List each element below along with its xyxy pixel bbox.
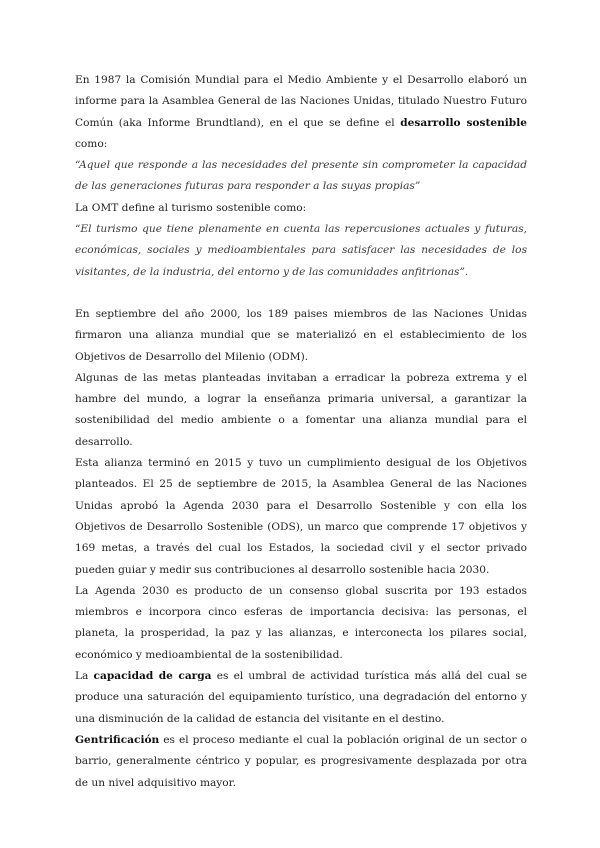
paragraph-omt: La OMT define al turismo sostenible como:: [75, 201, 307, 214]
term-capacidad-de-carga: capacidad de carga: [93, 670, 212, 683]
quote-brundtland: “Aquel que responde a las necesidades del presente sin comprometer la capacidad de las generaciones futuras para responder a las suyas propias”: [75, 159, 527, 193]
document-body: [75, 70, 527, 794]
term-gentrificacion: Gentrificación: [75, 733, 160, 746]
paragraph-consenso: La Agenda 2030 es producto de un consenso global suscrita por 193 estados miembros e incorpora cinco esferas de importancia decisiva: las personas, el planeta, la prosperidad, la paz y las alianzas, e interconecta los pilares social, económico y medioambiental de la sostenibilidad.: [75, 584, 527, 661]
paragraph-text: es el proceso mediante el cual la población original de un sector o barrio, generalmente céntrico y popular, es progresivamente desplazada por otra de un nivel adquisitivo mayor.: [75, 733, 527, 789]
paragraph-odm: En septiembre del año 2000, los 189 paises miembros de las Naciones Unidas firmaron una alianza mundial que se materializó en el establecimiento de los Objetivos de Desarrollo del Milenio (ODM).: [75, 307, 527, 363]
paragraph-metas: Algunas de las metas planteadas invitaban a erradicar la pobreza extrema y el hambre del mundo, a lograr la enseñanza primaria universal, a garantizar la sostenibilidad del medio ambiente o a fomentar una alianza mundial para el desarrollo.: [75, 371, 527, 448]
paragraph-agenda-2030: Esta alianza terminó en 2015 y tuvo un cumplimiento desigual de los Objetivos planteados. El 25 de septiembre de 2015, la Asamblea General de las Naciones Unidas aprobó la Agenda 2030 para el Desarrollo Sostenible y con ella los Objetivos de Desarrollo Sostenible (ODS), un marco que comprende 17 objetivos y 169 metas, a través del cual los Estados, la sociedad civil y el sector privado pueden guiar y medir sus contribuciones al desarrollo sostenible hacia 2030.: [75, 457, 527, 576]
paragraph-brundtland: [75, 70, 527, 155]
paragraph-gentrificacion: [75, 730, 527, 794]
paragraph-capacidad-carga: [75, 666, 527, 730]
paragraph-text: En 1987 la Comisión Mundial para el Medio Ambiente y el Desarrollo elaboró un informe para la Asamblea General de las Naciones Unidas, titulado Nuestro Futuro Común (aka Informe Brundtland), en el que se define el: [75, 74, 527, 129]
spacer: [75, 283, 527, 304]
quote-omt: “El turismo que tiene plenamente en cuenta las repercusiones actuales y futuras, económicas, sociales y medioambientales para satisfacer las necesidades de los visitantes, de la industria, del entorno y de las comunidades anfitrionas”.: [75, 223, 527, 278]
paragraph-text: es el umbral de actividad turística más allá del cual se produce una saturación del equipamiento turístico, una degradación del entorno y una disminución de la calidad de estancia del visitante en el destino.: [75, 670, 527, 725]
paragraph-text: como:: [75, 137, 108, 150]
term-desarrollo-sostenible: desarrollo sostenible: [400, 116, 527, 129]
paragraph-text: La: [75, 670, 94, 683]
